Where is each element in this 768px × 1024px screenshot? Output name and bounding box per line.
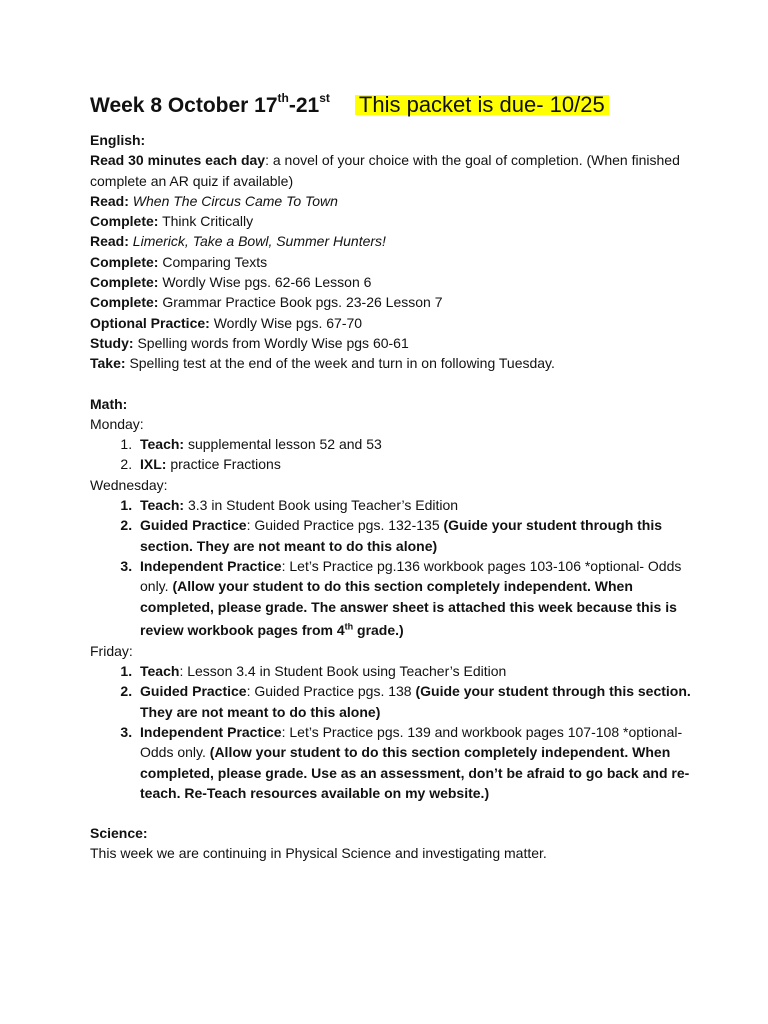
english-heading: English: xyxy=(90,132,146,148)
math-heading: Math: xyxy=(90,395,128,412)
wednesday-list xyxy=(90,495,710,641)
item-note: (Allow your student to do this section completely independent. When completed, please grade. Use as an assessment, don’t be afraid to go back and re-teach. Re-Teach resources available on my website.) xyxy=(140,744,690,801)
title-sup-st: st xyxy=(319,91,330,105)
item-label: IXL: xyxy=(140,456,167,473)
item-text: supplemental lesson 52 and 53 xyxy=(187,436,382,453)
item-label: Read: xyxy=(90,192,129,209)
list-item xyxy=(136,556,710,641)
science-heading: Science: xyxy=(90,825,148,842)
due-note: This packet is due- 10/25 xyxy=(355,95,609,115)
item-text: Spelling words from Wordly Wise pgs 60-61 xyxy=(137,334,409,351)
item-note xyxy=(140,578,677,638)
item-text: Think Critically xyxy=(162,213,254,230)
english-item xyxy=(90,150,710,191)
monday-list xyxy=(90,434,710,475)
title-dash: -21 xyxy=(288,94,320,117)
science-text: This week we are continuing in Physical Science and investigating matter. xyxy=(90,845,547,862)
friday-list xyxy=(90,661,710,803)
item-label: Complete: xyxy=(90,294,159,311)
english-item xyxy=(90,231,710,251)
item-label: Take: xyxy=(90,355,126,372)
item-label: Optional Practice: xyxy=(90,314,210,331)
list-item xyxy=(136,515,710,556)
item-label: Teach: xyxy=(140,497,185,514)
math-day-monday: Monday: xyxy=(90,415,144,432)
item-text: Comparing Texts xyxy=(162,253,268,270)
item-label: Guided Practice xyxy=(140,683,247,700)
item-text: : Guided Practice pgs. 132-135 xyxy=(246,517,444,534)
list-item xyxy=(136,454,710,474)
item-text: When The Circus Came To Town xyxy=(132,192,338,209)
document-content xyxy=(90,90,710,864)
math-day-friday: Friday: xyxy=(90,642,133,659)
item-text: Spelling test at the end of the week and turn in on following Tuesday. xyxy=(129,355,555,372)
title-sup-th: th xyxy=(277,91,289,105)
item-label: Independent Practice xyxy=(140,557,282,574)
item-label: Read 30 minutes each day xyxy=(90,152,266,169)
item-label: Teach xyxy=(140,663,180,680)
item-label: Complete: xyxy=(90,213,159,230)
english-item xyxy=(90,333,710,353)
item-label: Complete: xyxy=(90,274,159,291)
title-week: Week 8 October 17 xyxy=(90,94,278,117)
english-item xyxy=(90,313,710,333)
item-text: Wordly Wise pgs. 62-66 Lesson 6 xyxy=(162,274,372,291)
item-note: (Guide your student through this section. They are not meant to do this alone) xyxy=(140,517,663,554)
math-day-wednesday: Wednesday: xyxy=(90,476,168,493)
item-text: practice Fractions xyxy=(170,456,281,473)
item-text: Grammar Practice Book pgs. 23-26 Lesson 7 xyxy=(162,294,443,311)
list-item xyxy=(136,434,710,454)
item-text: 3.3 in Student Book using Teacher’s Edition xyxy=(187,497,459,514)
list-item xyxy=(136,722,710,803)
item-text: Wordly Wise pgs. 67-70 xyxy=(213,314,363,331)
item-label: Read: xyxy=(90,233,129,250)
english-item xyxy=(90,272,710,292)
item-label: Guided Practice xyxy=(140,517,247,534)
item-label: Study: xyxy=(90,334,134,351)
page-title xyxy=(90,90,330,116)
item-text: : Let’s Practice pg.136 workbook pages 103-106 *optional- Odds only. xyxy=(140,557,682,595)
item-note-end: grade.) xyxy=(353,622,404,639)
item-note-text: (Allow your student to do this section completely independent. When completed, please grade. The answer sheet is attached this week because this is review workbook pages from 4 xyxy=(140,578,677,639)
item-note: (Guide your student through this section. They are not meant to do this alone) xyxy=(140,683,691,720)
english-item xyxy=(90,353,710,373)
item-note-sup: th xyxy=(344,621,354,632)
item-label: Independent Practice xyxy=(140,723,282,740)
item-text: : a novel of your choice with the goal of completion. (When finished complete an AR quiz if available) xyxy=(90,152,680,189)
list-item xyxy=(136,681,710,722)
item-text: Limerick, Take a Bowl, Summer Hunters! xyxy=(132,233,386,250)
english-item xyxy=(90,191,710,211)
item-text: : Let’s Practice pgs. 139 and workbook pages 107-108 *optional- Odds only. xyxy=(140,723,683,761)
item-text: : Guided Practice pgs. 138 xyxy=(246,683,416,700)
item-label: Teach: xyxy=(140,436,185,453)
english-item xyxy=(90,252,710,272)
english-item xyxy=(90,211,710,231)
list-item xyxy=(136,661,710,681)
item-text: : Lesson 3.4 in Student Book using Teacher’s Edition xyxy=(179,663,507,680)
spacer xyxy=(90,803,710,823)
list-item xyxy=(136,495,710,515)
english-item xyxy=(90,292,710,312)
spacer xyxy=(90,374,710,394)
title-row xyxy=(90,90,710,130)
item-label: Complete: xyxy=(90,253,159,270)
